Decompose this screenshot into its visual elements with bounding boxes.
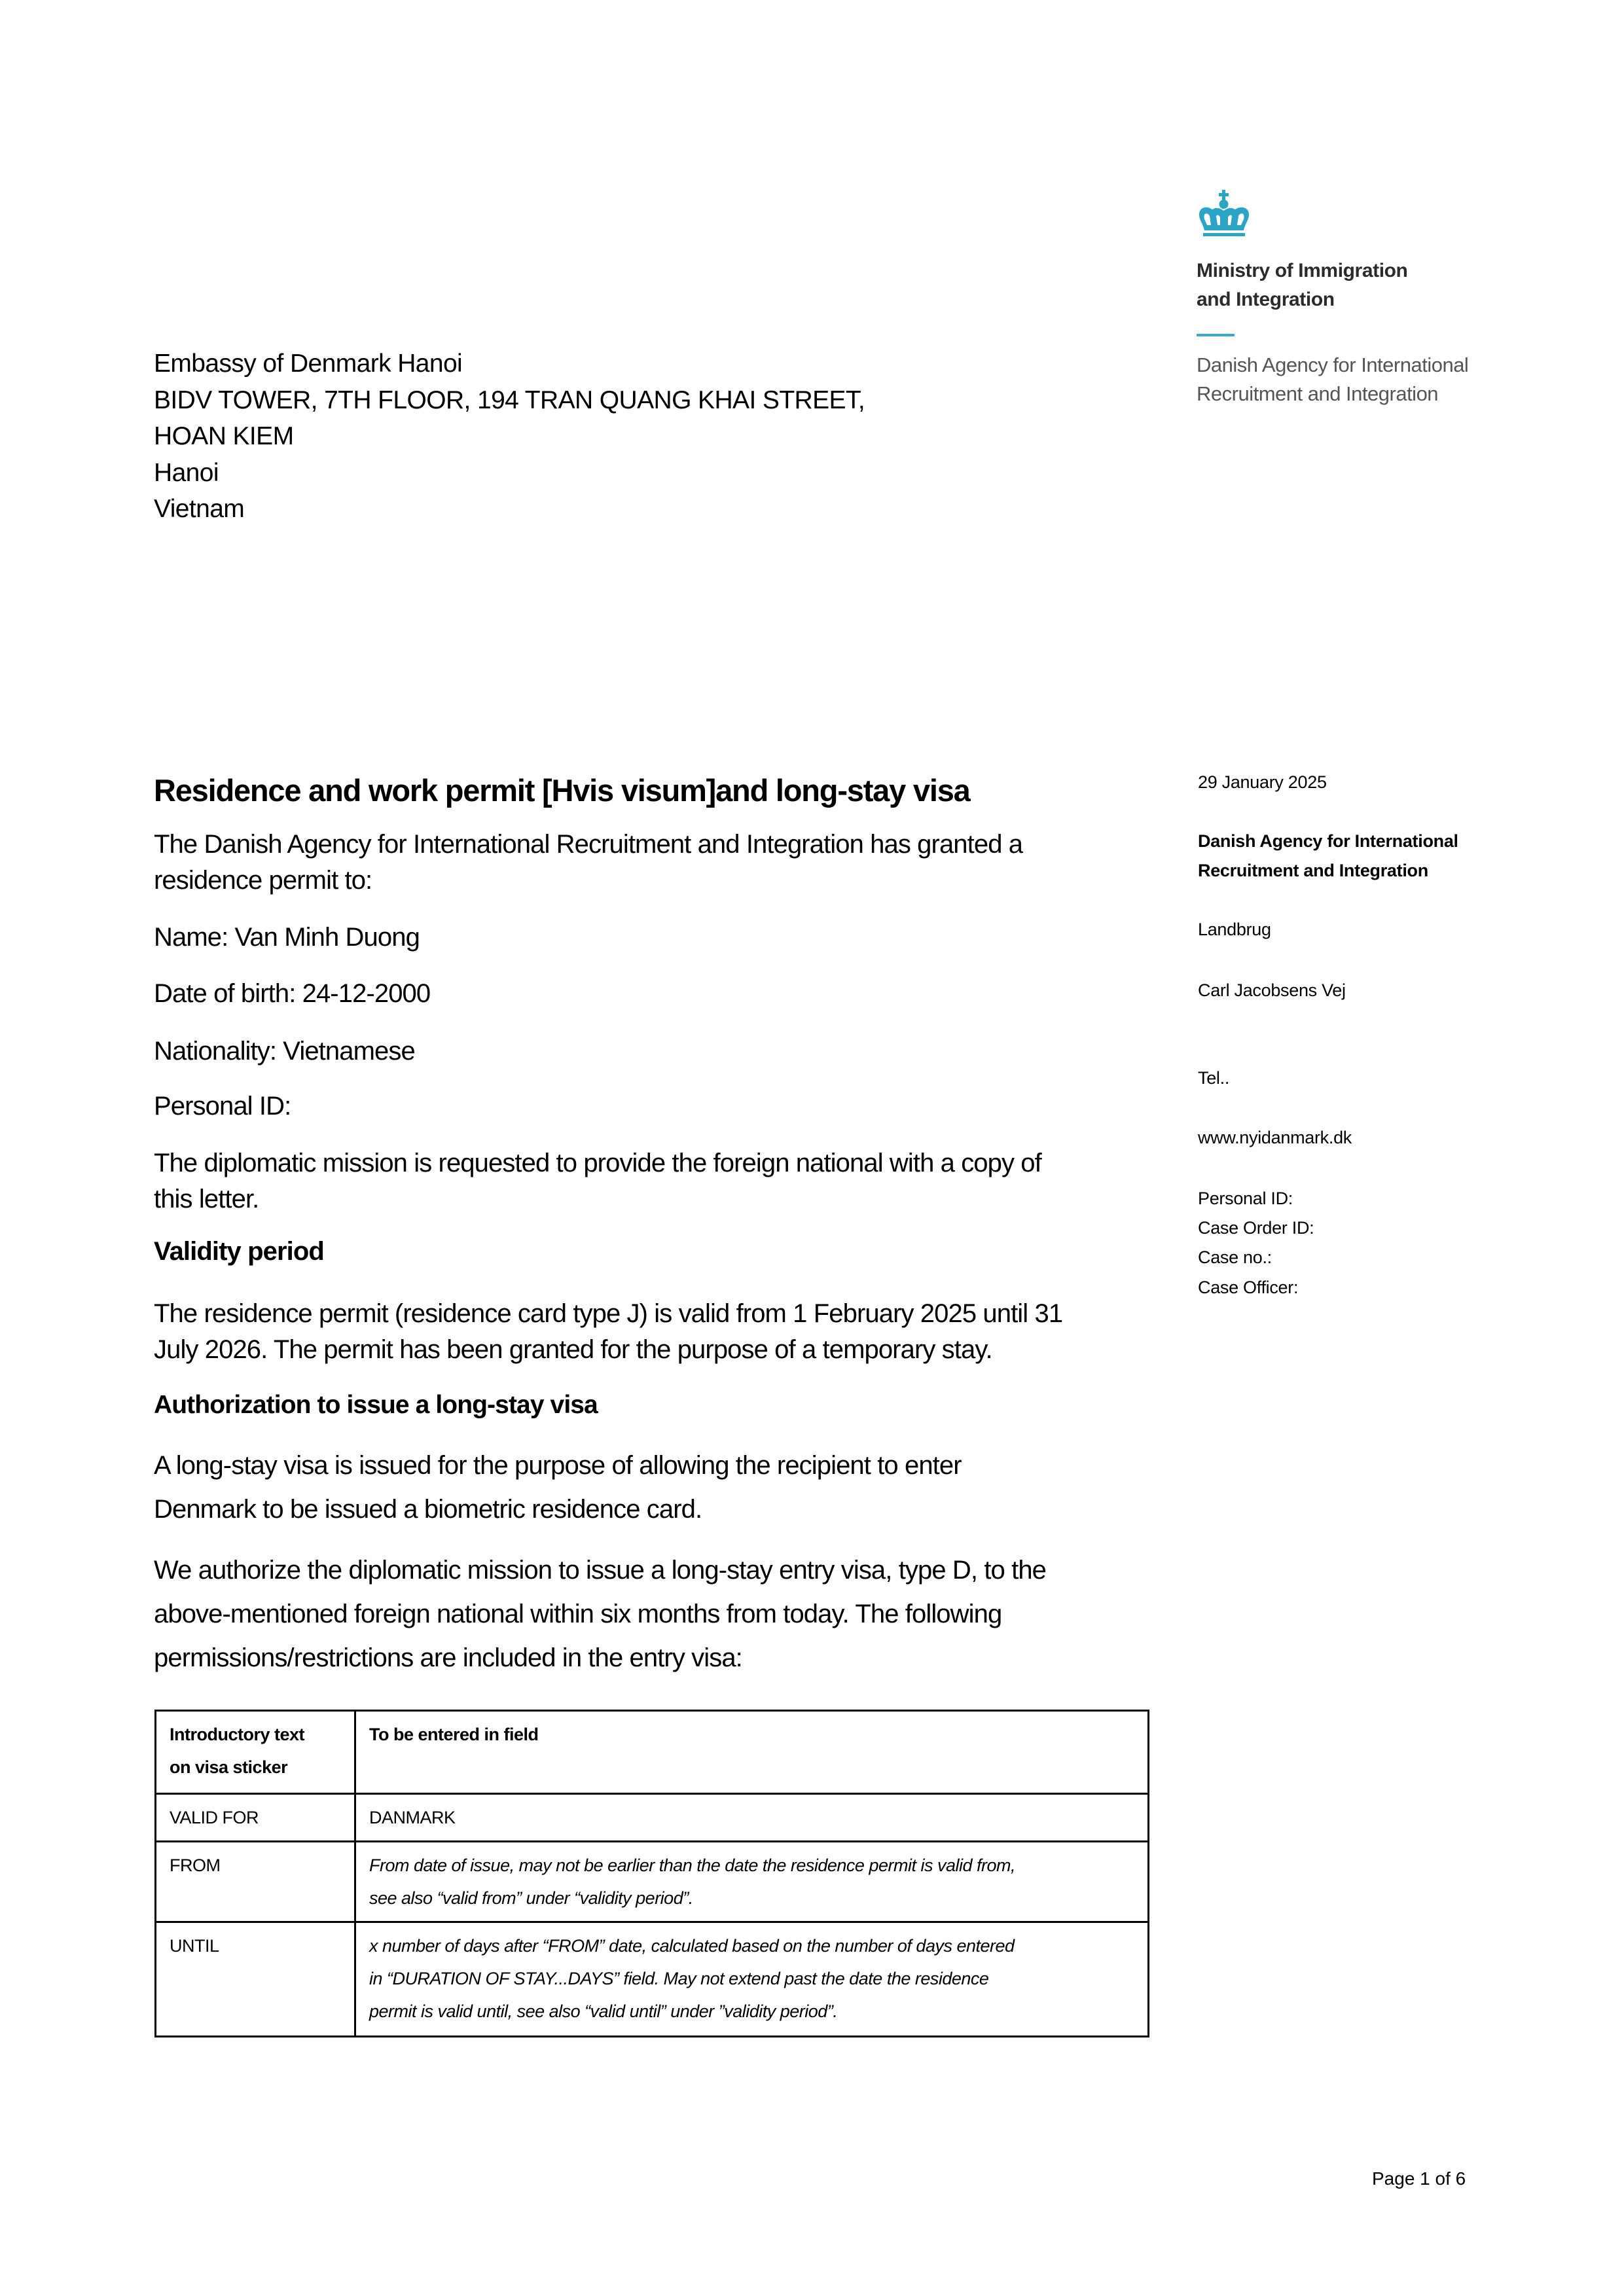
- ministry-name-line: Ministry of Immigration: [1197, 260, 1408, 281]
- sidebar-agency-line: Recruitment and Integration: [1198, 861, 1428, 880]
- sidebar-personal-id-label: Personal ID:: [1198, 1189, 1293, 1208]
- cell-text: x number of days after “FROM” date, calculated based on the number of days entered: [369, 1936, 1015, 1956]
- sidebar-case-no-label: Case no.:: [1198, 1247, 1272, 1267]
- recipient-personal-id: Personal ID:: [154, 1092, 291, 1121]
- sidebar-website-link[interactable]: www.nyidanmark.dk: [1198, 1128, 1352, 1147]
- table-cell-value: [355, 1922, 1149, 2037]
- table-row: [156, 1842, 1149, 1922]
- sidebar-case-order-id-label: Case Order ID:: [1198, 1218, 1314, 1238]
- authorization-heading: Authorization to issue a long-stay visa: [154, 1391, 598, 1419]
- sidebar-tel: Tel..: [1198, 1068, 1230, 1088]
- request-text: The diplomatic mission is requested to provide the foreign national with a copy of: [154, 1149, 1041, 1177]
- letter-date: 29 January 2025: [1198, 772, 1327, 792]
- recipient-nationality: Nationality: Vietnamese: [154, 1037, 415, 1066]
- table-cell-label: FROM: [156, 1842, 355, 1922]
- address-line: BIDV TOWER, 7TH FLOOR, 194 TRAN QUANG KHAI STREET,: [154, 386, 865, 414]
- authorize-text: above-mentioned foreign national within six months from today. The following: [154, 1600, 1002, 1628]
- sidebar-department: Landbrug: [1198, 920, 1271, 939]
- sidebar-agency-line: Danish Agency for International: [1198, 831, 1458, 851]
- request-text: this letter.: [154, 1185, 259, 1213]
- recipient-address: [154, 346, 865, 528]
- table-cell-label: UNTIL: [156, 1922, 355, 2037]
- cell-text: see also “valid from” under “validity period”.: [369, 1888, 693, 1908]
- validity-text: July 2026. The permit has been granted for the purpose of a temporary stay.: [154, 1335, 992, 1364]
- agency-name-line: Danish Agency for International: [1197, 353, 1469, 376]
- sidebar-street: Carl Jacobsens Vej: [1198, 980, 1346, 1000]
- purpose-text: Denmark to be issued a biometric residence card.: [154, 1495, 702, 1524]
- letter-title: Residence and work permit [Hvis visum]and long-stay visa: [154, 773, 970, 808]
- table-header-cell: To be entered in field: [355, 1711, 1149, 1794]
- address-line: HOAN KIEM: [154, 422, 294, 450]
- visa-sticker-table: [154, 1710, 1149, 2037]
- page-number: Page 1 of 6: [1372, 2168, 1466, 2189]
- table-cell-value: [355, 1842, 1149, 1922]
- recipient-date-of-birth: Date of birth: 24-12-2000: [154, 979, 431, 1008]
- validity-heading: Validity period: [154, 1237, 324, 1266]
- sidebar-case-officer-label: Case Officer:: [1198, 1278, 1299, 1297]
- logo-divider: [1197, 334, 1235, 336]
- table-row: [156, 1794, 1149, 1842]
- intro-text: The Danish Agency for International Recruitment and Integration has granted a: [154, 830, 1023, 859]
- ministry-logo: [1197, 190, 1563, 408]
- header-text: Introductory text: [170, 1725, 305, 1744]
- agency-name-line: Recruitment and Integration: [1197, 382, 1439, 405]
- cell-text: permit is valid until, see also “valid until” under ”validity period”.: [369, 2001, 838, 2021]
- validity-text: The residence permit (residence card type J) is valid from 1 February 2025 until 31: [154, 1299, 1063, 1328]
- table-cell-value: DANMARK: [355, 1794, 1149, 1842]
- address-line: Hanoi: [154, 458, 219, 487]
- address-line: Embassy of Denmark Hanoi: [154, 350, 463, 378]
- table-row: [156, 1922, 1149, 2037]
- ministry-name-line: and Integration: [1197, 289, 1335, 310]
- table-header-row: [156, 1711, 1149, 1794]
- cell-text: From date of issue, may not be earlier than the date the residence permit is valid from,: [369, 1856, 1015, 1875]
- crown-icon: [1197, 190, 1252, 242]
- recipient-name: Name: Van Minh Duong: [154, 923, 420, 952]
- address-line: Vietnam: [154, 495, 245, 523]
- authorize-text: permissions/restrictions are included in the entry visa:: [154, 1643, 742, 1672]
- intro-text: residence permit to:: [154, 866, 372, 895]
- cell-text: in “DURATION OF STAY...DAYS” field. May not extend past the date the residence: [369, 1969, 989, 1988]
- table-cell-label: VALID FOR: [156, 1794, 355, 1842]
- authorize-text: We authorize the diplomatic mission to issue a long-stay entry visa, type D, to the: [154, 1556, 1047, 1585]
- header-text: on visa sticker: [170, 1757, 288, 1777]
- table-header-cell: [156, 1711, 355, 1794]
- purpose-text: A long-stay visa is issued for the purpose of allowing the recipient to enter: [154, 1451, 962, 1480]
